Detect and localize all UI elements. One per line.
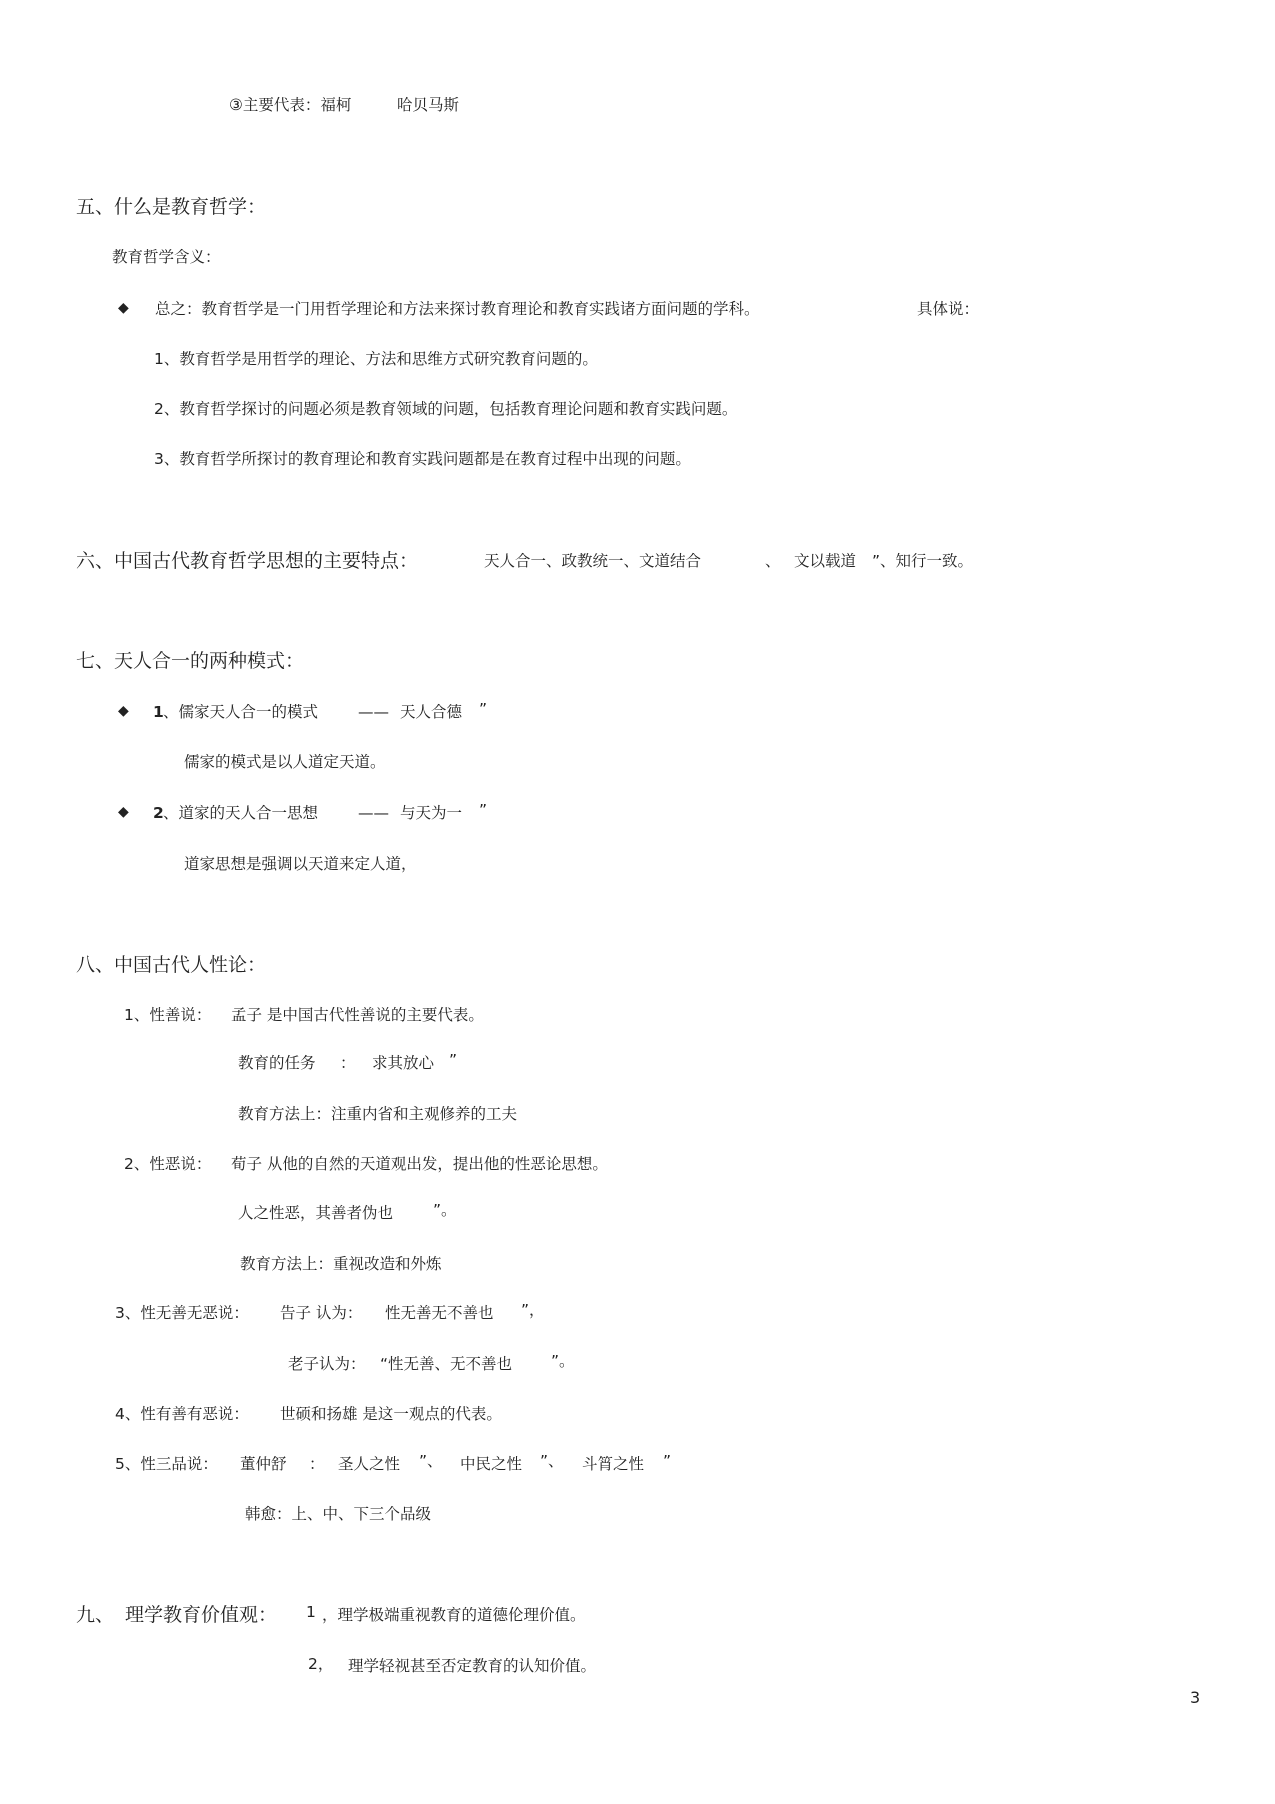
p2-text: 荀子 从他的自然的天道观出发，提出他的性恶论思想。 — [231, 1155, 608, 1173]
model-2-desc: 道家思想是强调以天道来定人道， — [184, 855, 417, 873]
s9-item-2-text: 理学轻视甚至否定教育的认知价值。 — [348, 1657, 597, 1675]
p1-label: 1、性善说： — [124, 1006, 212, 1024]
p1-task: 求其放心 — [372, 1054, 435, 1072]
p5-a: 圣人之性 — [338, 1455, 401, 1473]
p3b-quote: “性无善、无不善也 — [380, 1355, 513, 1373]
model-1-desc: 儒家的模式是以人道定天道。 — [184, 753, 386, 771]
p3-close: ”， — [521, 1301, 545, 1319]
p2-close: ”。 — [433, 1201, 457, 1219]
section-5-sub: 教育哲学含义： — [112, 248, 221, 266]
section-6-part1: 天人合一、政教统一、文道结合 — [484, 552, 702, 570]
section-6-heading: 六、中国古代教育哲学思想的主要特点： — [76, 550, 419, 572]
p2-quote: 人之性恶，其善者伪也 — [238, 1204, 394, 1222]
model-2-quote: 与天为一 — [400, 804, 463, 822]
section-5-point-2: 2、教育哲学探讨的问题必须是教育领域的问题，包括教育理论问题和教育实践问题。 — [154, 400, 738, 418]
section-5-heading: 五、什么是教育哲学： — [76, 196, 267, 218]
p4-text: 世硕和扬雄 是这一观点的代表。 — [280, 1405, 502, 1423]
section-5-specific: 具体说： — [917, 300, 980, 318]
p5-e: 斗筲之性 — [582, 1455, 645, 1473]
diamond-bullet-icon: ◆ — [118, 703, 129, 719]
p2-method: 教育方法上：重视改造和外炼 — [240, 1255, 442, 1273]
p5-han: 韩愈：上、中、下三个品级 — [245, 1505, 432, 1523]
section-5-point-3: 3、教育哲学所探讨的教育理论和教育实践问题都是在教育过程中出现的问题。 — [154, 450, 691, 468]
p1-close: ” — [449, 1051, 458, 1069]
model-1-close: ” — [479, 700, 488, 718]
p1-method: 教育方法上：注重内省和主观修养的工夫 — [238, 1105, 518, 1123]
p5-label: 5、性三品说： — [115, 1455, 218, 1473]
p5-c: 中民之性 — [460, 1455, 523, 1473]
p1-text: 孟子 是中国古代性善说的主要代表。 — [231, 1006, 484, 1024]
p5-d: ”、 — [540, 1452, 564, 1470]
model-1-number: 1 — [153, 703, 164, 721]
p3b-close: ”。 — [551, 1352, 575, 1370]
diamond-bullet-icon: ◆ — [118, 300, 129, 316]
section-9-heading: 九、 — [76, 1604, 115, 1626]
model-2-title: 、道家的天人合一思想 — [163, 804, 319, 822]
section-5-point-1: 1、教育哲学是用哲学的理论、方法和思维方式研究教育问题的。 — [154, 350, 598, 368]
top-line-label: ③主要代表：福柯 — [229, 96, 352, 114]
p5-f: ” — [663, 1452, 672, 1470]
s9-item-1-text: ，理学极端重视教育的道德伦理价值。 — [322, 1606, 586, 1624]
p3b-name: 老子认为： — [288, 1355, 366, 1373]
section-9-heading-title: 理学教育价值观： — [125, 1604, 278, 1626]
p4-label: 4、性有善有恶说： — [115, 1405, 249, 1423]
top-line-name: 哈贝马斯 — [397, 96, 460, 114]
section-7-heading: 七、天人合一的两种模式： — [76, 650, 305, 672]
p3-label: 3、性无善无恶说： — [115, 1304, 249, 1322]
p3-name: 告子 认为： — [280, 1304, 363, 1322]
p1-task-label: 教育的任务 — [238, 1054, 316, 1072]
model-1-title: 、儒家天人合一的模式 — [163, 703, 319, 721]
p5-colon: ： — [309, 1455, 325, 1473]
section-6-part2: 文以载道 — [794, 552, 857, 570]
section-5-summary: 总之：教育哲学是一门用哲学理论和方法来探讨教育理论和教育实践诸方面问题的学科。 — [155, 300, 760, 318]
p5-b: ”、 — [419, 1452, 443, 1470]
model-2-close: ” — [479, 801, 488, 819]
s9-item-1-number: 1 — [306, 1603, 316, 1621]
model-2-dash: —— — [358, 804, 389, 822]
model-1-dash: —— — [358, 703, 389, 721]
p2-label: 2、性恶说： — [124, 1155, 212, 1173]
model-1-quote: 天人合德 — [400, 703, 463, 721]
diamond-bullet-icon: ◆ — [118, 804, 129, 820]
section-8-heading: 八、中国古代人性论： — [76, 954, 267, 976]
p3-quote: 性无善无不善也 — [385, 1304, 494, 1322]
s9-item-2-number: 2， — [308, 1655, 334, 1673]
section-6-part3: ”、知行一致。 — [872, 552, 974, 570]
section-6-sep: 、 — [765, 552, 781, 570]
model-2-number: 2 — [153, 804, 164, 822]
p1-colon: ： — [340, 1054, 356, 1072]
page-number: 3 — [1190, 1688, 1201, 1707]
p5-name: 董仲舒 — [240, 1455, 287, 1473]
